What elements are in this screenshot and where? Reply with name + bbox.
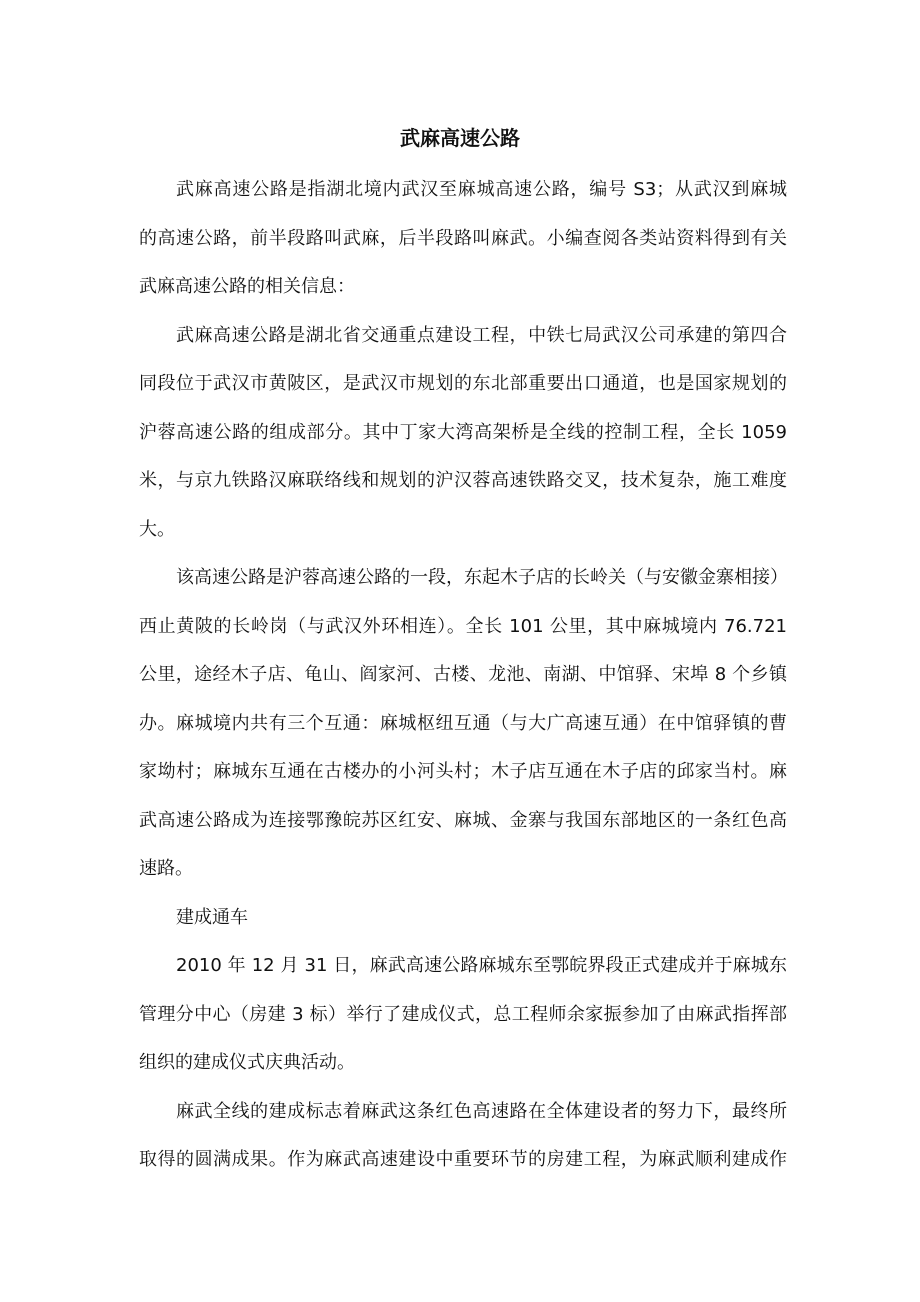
text-line: 大。: [139, 518, 175, 540]
project-paragraph: [139, 312, 787, 555]
section-heading: [139, 894, 787, 943]
text-line: 家坳村；麻城东互通在古楼办的小河头村；木子店互通在木子店的邱家当村。麻: [139, 761, 787, 782]
closing-paragraph: [139, 1088, 787, 1185]
text-line: 武麻高速公路是湖北省交通重点建设工程，中铁七局武汉公司承建的第四合: [176, 324, 787, 346]
text-line: 沪蓉高速公路的组成部分。其中丁家大湾高架桥是全线的控制工程，全长 1059: [139, 421, 787, 443]
section-heading-text: 建成通车: [176, 906, 248, 928]
text-line: 同段位于武汉市黄陂区，是武汉市规划的东北部重要出口通道，也是国家规划的: [139, 373, 787, 394]
text-line: 速路。: [139, 858, 193, 879]
text-line: 该高速公路是沪蓉高速公路的一段，东起木子店的长岭关（与安徽金寨相接）: [176, 567, 788, 588]
page-title: 武麻高速公路: [400, 126, 520, 150]
text-line: 办。麻城境内共有三个互通：麻城枢纽互通（与大广高速互通）在中馆驿镇的曹: [139, 712, 787, 734]
completion-paragraph: [139, 942, 787, 1088]
text-line: 武麻高速公路的相关信息：: [139, 276, 355, 297]
text-line: 管理分中心（房建 3 标）举行了建成仪式，总工程师余家振参加了由麻武指挥部: [139, 1003, 787, 1025]
route-paragraph: [139, 554, 787, 894]
document-body: [139, 166, 787, 1185]
text-line: 2010 年 12 月 31 日，麻武高速公路麻城东至鄂皖界段正式建成并于麻城东: [176, 955, 787, 976]
text-line: 组织的建成仪式庆典活动。: [139, 1052, 355, 1073]
text-line: 取得的圆满成果。作为麻武高速建设中重要环节的房建工程，为麻武顺利建成作: [139, 1149, 787, 1170]
text-line: 麻武全线的建成标志着麻武这条红色高速路在全体建设者的努力下，最终所: [176, 1100, 787, 1122]
text-line: 米，与京九铁路汉麻联络线和规划的沪汉蓉高速铁路交叉，技术复杂，施工难度: [139, 470, 787, 491]
text-line: 公里，途经木子店、龟山、阎家河、古楼、龙池、南湖、中馆驿、宋埠 8 个乡镇: [139, 664, 787, 685]
text-line: 西止黄陂的长岭岗（与武汉外环相连）。全长 101 公里，其中麻城境内 76.721: [139, 615, 787, 637]
intro-paragraph: [139, 166, 787, 312]
text-line: 武高速公路成为连接鄂豫皖苏区红安、麻城、金寨与我国东部地区的一条红色高: [139, 809, 787, 831]
text-line: 武麻高速公路是指湖北境内武汉至麻城高速公路，编号 S3；从武汉到麻城: [176, 179, 787, 200]
text-line: 的高速公路，前半段路叫武麻，后半段路叫麻武。小编查阅各类站资料得到有关: [139, 227, 787, 249]
